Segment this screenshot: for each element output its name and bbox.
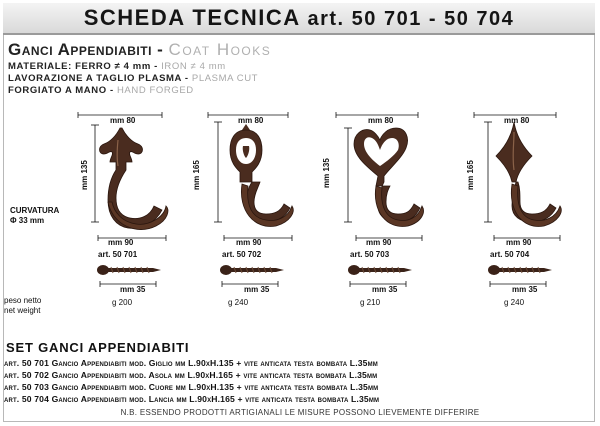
- hook-4-bottom-dim: mm 90: [506, 238, 532, 247]
- hook-2-weight: g 240: [228, 298, 249, 307]
- title-bar: [3, 3, 595, 35]
- hook-body: [496, 122, 556, 222]
- hook-3-art: art. 50 703: [350, 250, 390, 259]
- hook-3-height-dim: mm 135: [322, 158, 331, 188]
- info-forged-it: FORGIATO A MANO: [8, 85, 107, 96]
- set-row: art. 50 701 Gancio Appendiabiti mod. Giglio mm L.90xH.135 + vite anticata testa bombata L.35mm: [4, 358, 378, 368]
- set-heading: SET GANCI APPENDIABITI: [6, 340, 190, 355]
- hook-1-bottom-dim: mm 90: [108, 238, 134, 247]
- hook-2-screw-dim: mm 35: [244, 285, 270, 294]
- page-heading: [8, 40, 271, 60]
- info-forged-en: HAND FORGED: [116, 85, 194, 96]
- info-material-en: IRON ≠ 4 mm: [161, 61, 226, 72]
- screw-icon: [346, 263, 416, 277]
- hook-4-art: art. 50 704: [490, 250, 530, 259]
- hook-1-art: art. 50 701: [98, 250, 138, 259]
- weight-legend-en: net weight: [4, 306, 41, 315]
- hook-2-top-dim: mm 80: [238, 116, 264, 125]
- hook-1-height-dim: mm 135: [80, 160, 89, 190]
- hook-4-height-dim: mm 165: [466, 160, 475, 190]
- weight-legend-it: peso netto: [4, 296, 42, 305]
- hook-spear-drawing: [468, 110, 578, 245]
- hook-4-screw-dim: mm 35: [512, 285, 538, 294]
- hook-heart-drawing: [326, 110, 436, 245]
- curvatura-label: [10, 206, 59, 226]
- set-row: art. 50 704 Gancio Appendiabiti mod. Lancia mm L.90xH.165 + vite anticata testa bombata L.35mm: [4, 394, 380, 404]
- info-process-sep: -: [181, 73, 192, 84]
- hook-2-art: art. 50 702: [222, 250, 262, 259]
- info-material-it: MATERIALE: FERRO ≠ 4 mm: [8, 61, 151, 72]
- screw-icon: [95, 263, 165, 277]
- title-main: SCHEDA TECNICA: [83, 5, 300, 30]
- title-sub: art. 50 701 - 50 704: [307, 8, 515, 30]
- hook-2-bottom-dim: mm 90: [236, 238, 262, 247]
- info-material: [8, 61, 226, 72]
- info-process: [8, 73, 258, 84]
- hook-4-top-dim: mm 80: [504, 116, 530, 125]
- hook-1-screw-dim: mm 35: [120, 285, 146, 294]
- heading-sep: -: [151, 40, 169, 59]
- set-list: [4, 357, 598, 405]
- hook-1-weight: g 200: [112, 298, 133, 307]
- info-process-en: PLASMA CUT: [191, 73, 259, 84]
- heading-en: Coat Hooks: [168, 40, 272, 59]
- curvatura-title: CURVATURA: [10, 206, 60, 215]
- info-process-it: LAVORAZIONE A TAGLIO PLASMA: [8, 73, 182, 84]
- hook-3-bottom-dim: mm 90: [366, 238, 392, 247]
- hook-2-height-dim: mm 165: [192, 160, 201, 190]
- curvatura-value: Φ 33 mm: [10, 216, 45, 225]
- hook-3-top-dim: mm 80: [368, 116, 394, 125]
- info-forged: [8, 85, 194, 96]
- weight-legend: [4, 296, 41, 316]
- hook-3-screw-dim: mm 35: [372, 285, 398, 294]
- hook-4-weight: g 240: [504, 298, 525, 307]
- heading-it: Ganci Appendiabiti: [8, 40, 152, 59]
- hook-body: [100, 128, 163, 228]
- footnote: N.B. ESSENDO PRODOTTI ARTIGIANALI LE MISURE POSSONO LIEVEMENTE DIFFERIRE: [120, 408, 480, 417]
- set-row: art. 50 703 Gancio Appendiabiti mod. Cuore mm L.90xH.135 + vite anticata testa bombata L.35mm: [4, 382, 379, 392]
- screw-icon: [218, 263, 288, 277]
- screw-icon: [486, 263, 556, 277]
- info-forged-sep: -: [106, 85, 117, 96]
- hook-button-drawing: [196, 110, 306, 245]
- info-material-sep: -: [150, 61, 162, 72]
- hook-3-weight: g 210: [360, 298, 381, 307]
- set-row: art. 50 702 Gancio Appendiabiti mod. Asola mm L.90xH.165 + vite anticata testa bombata L.35mm: [4, 370, 378, 380]
- hook-1-top-dim: mm 80: [110, 116, 136, 125]
